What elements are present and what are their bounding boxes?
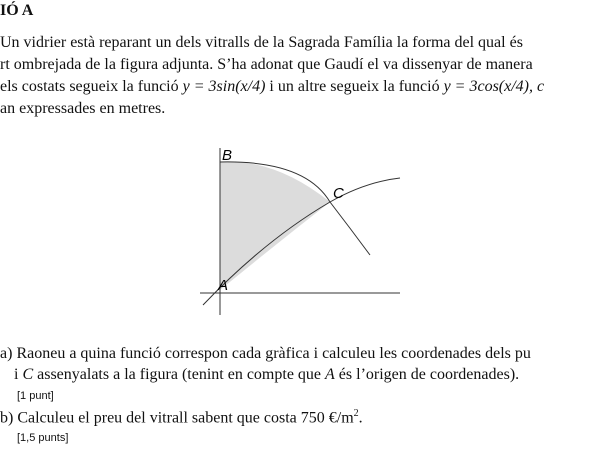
question-a-point-a: A: [325, 366, 335, 383]
question-a-line-2-pre: i: [14, 366, 23, 383]
question-a-marker: a): [0, 345, 13, 362]
question-a-points: [1 punt]: [17, 390, 54, 402]
question-b-points: [1,5 punts]: [17, 432, 69, 444]
label-C: C: [333, 185, 344, 202]
question-a-line-2-mid: assenyalats a la figura (tenint en compte que: [33, 366, 326, 383]
shaded-region: [220, 162, 330, 290]
intro-line-3: [0, 78, 544, 96]
intro-line-2: rt ombrejada de la figura adjunta. S’ha adonat que Gaudí el va dissenyar de manera: [0, 56, 533, 73]
stained-glass-figure: [195, 140, 410, 320]
question-b: [0, 408, 363, 427]
question-a-line-2: [14, 366, 519, 384]
question-b-text: Calculeu el preu del vitrall sabent que costa 750 €/m: [17, 409, 354, 427]
question-a-line-1: [0, 345, 531, 363]
question-a-text: Raoneu a quina funció correspon cada gràfica i calculeu les coordenades dels pu: [16, 345, 531, 362]
intro-line-3-b: i un altre segueix la funció: [265, 78, 444, 95]
question-a-point-c: C: [22, 366, 34, 383]
intro-line-1: Un vidrier està reparant un dels vitralls de la Sagrada Família la forma del qual és: [0, 34, 523, 51]
question-b-end: .: [358, 409, 363, 427]
label-B: B: [222, 147, 233, 164]
label-A: A: [218, 277, 229, 294]
function-cos: y = 3cos(x/4), c: [443, 78, 545, 95]
intro-line-4: an expressades en metres.: [0, 100, 166, 117]
function-sin: y = 3sin(x/4): [182, 78, 266, 95]
question-b-marker: b): [0, 409, 14, 427]
question-b-exponent: 2: [353, 408, 359, 419]
section-heading: IÓ A: [0, 2, 34, 19]
intro-line-3-a: els costats segueix la funció: [0, 78, 183, 95]
question-a-line-2-post: és l’origen de coordenades).: [334, 366, 520, 383]
